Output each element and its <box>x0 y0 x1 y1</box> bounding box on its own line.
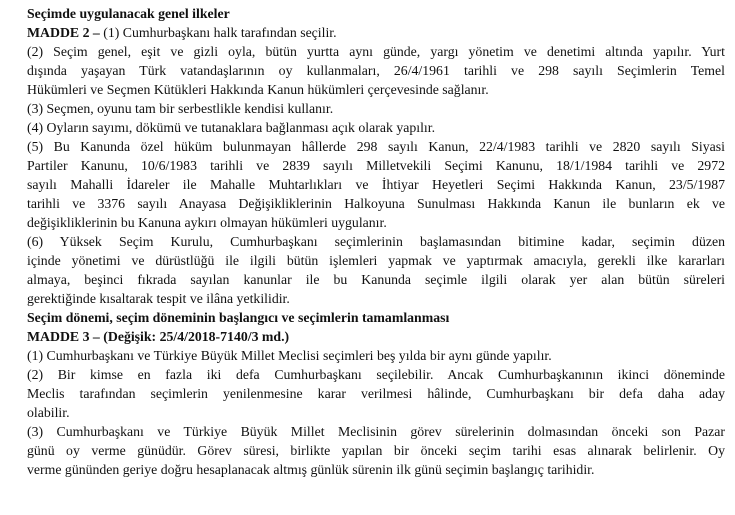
article-3-paragraph-3 <box>27 422 725 479</box>
text-line: (6) Yüksek Seçim Kurulu, Cumhurbaşkanı seçimlerinin başlamasından bitimine kadar, seçimin düzen <box>27 234 725 249</box>
text-line: olabilir. <box>27 405 70 420</box>
article-2-paragraph-2 <box>27 42 725 99</box>
article-2-paragraph-3: (3) Seçmen, oyunu tam bir serbestlikle kendisi kullanır. <box>27 101 334 116</box>
text-line: verme gününden geriye doğru hesaplanacak altmış günlük sürenin ilk günü seçimin başlangıç tarihidir. <box>27 462 595 477</box>
article-2-p1-text: (1) Cumhurbaşkanı halk tarafından seçilir. <box>103 25 337 40</box>
article-2-paragraph-5 <box>27 137 725 232</box>
text-line: Meclis tarafından seçimlerin yenilenmesine karar verilmesi hâlinde, Cumhurbaşkanı bir defa daha aday <box>27 386 725 401</box>
article-3-label: MADDE 3 – (Değişik: 25/4/2018-7140/3 md.) <box>27 329 290 344</box>
text-line: gerektiğinde kısaltarak tespit ve ilâna yetkilidir. <box>27 291 290 306</box>
text-line: Partiler Kanunu, 10/6/1983 tarihli ve 2839 sayılı Milletvekili Seçimi Kanunu, 18/1/1984 tarihli ve 2972 <box>27 158 725 173</box>
text-line: günü oy verme günüdür. Görev süresi, birlikte yapılan bir önceki seçim tarihi esas alınarak belirlenir. Oy <box>27 443 725 458</box>
article-2-paragraph-1 <box>27 23 725 42</box>
text-line: almaya, beşinci fıkrada sayılan kanunlar ile bu Kanunda seçimle ilgili olarak yer alan bütün süreleri <box>27 272 725 287</box>
article-3-paragraph-2 <box>27 365 725 422</box>
section-heading-election-period: Seçim dönemi, seçim döneminin başlangıcı ve seçimlerin tamamlanması <box>27 310 450 325</box>
article-3-paragraph-1: (1) Cumhurbaşkanı ve Türkiye Büyük Millet Meclisi seçimleri beş yılda bir aynı günde yapılır. <box>27 348 552 363</box>
text-line: (2) Bir kimse en fazla iki defa Cumhurbaşkanı seçilebilir. Ancak Cumhurbaşkanının ikinci döneminde <box>27 367 725 382</box>
text-line: (2) Seçim genel, eşit ve gizli oyla, bütün yurtta aynı günde, yargı yönetim ve denetimi altında yapılır. Yurt <box>27 44 725 59</box>
text-line: Hükümleri ve Seçmen Kütükleri Hakkında Kanun hükümleri çerçevesinde sağlanır. <box>27 82 489 97</box>
article-2-paragraph-4: (4) Oyların sayımı, dökümü ve tutanaklara bağlanması açık olarak yapılır. <box>27 120 436 135</box>
text-line: dışında yaşayan Türk vatandaşlarının oy kullanmaları, 26/4/1961 tarihli ve 298 sayılı Seçimlerin Temel <box>27 63 725 78</box>
text-line: tarihli ve 3376 sayılı Anayasa Değişikliklerinin Halkoyuna Sunulması Hakkında Kanun ile bunların ek ve <box>27 196 725 211</box>
article-2-paragraph-6 <box>27 232 725 308</box>
article-2-label: MADDE 2 – <box>27 25 100 40</box>
section-heading-general-principles: Seçimde uygulanacak genel ilkeler <box>27 6 230 21</box>
text-line: (5) Bu Kanunda özel hüküm bulunmayan hâllerde 298 sayılı Kanun, 22/4/1983 tarihli ve 2820 sayılı Siyasi <box>27 139 725 154</box>
text-line: değişikliklerinin bu Kanuna aykırı olmayan hükümleri uygulanır. <box>27 215 387 230</box>
text-line: sayılı Mahalli İdareler ile Mahalle Muhtarlıkları ve İhtiyar Heyetleri Seçimi Hakkında Kanun, 23/5/1987 <box>27 177 725 192</box>
text-line: (3) Cumhurbaşkanı ve Türkiye Büyük Millet Meclisinin görev sürelerinin dolmasından önceki son Pazar <box>27 424 725 439</box>
text-line: içinde yönetimi ve dürüstlüğü ile ilgili bütün işlemleri yapmak ve yaptırmak amacıyla, gerekli ilke kararları <box>27 253 725 268</box>
